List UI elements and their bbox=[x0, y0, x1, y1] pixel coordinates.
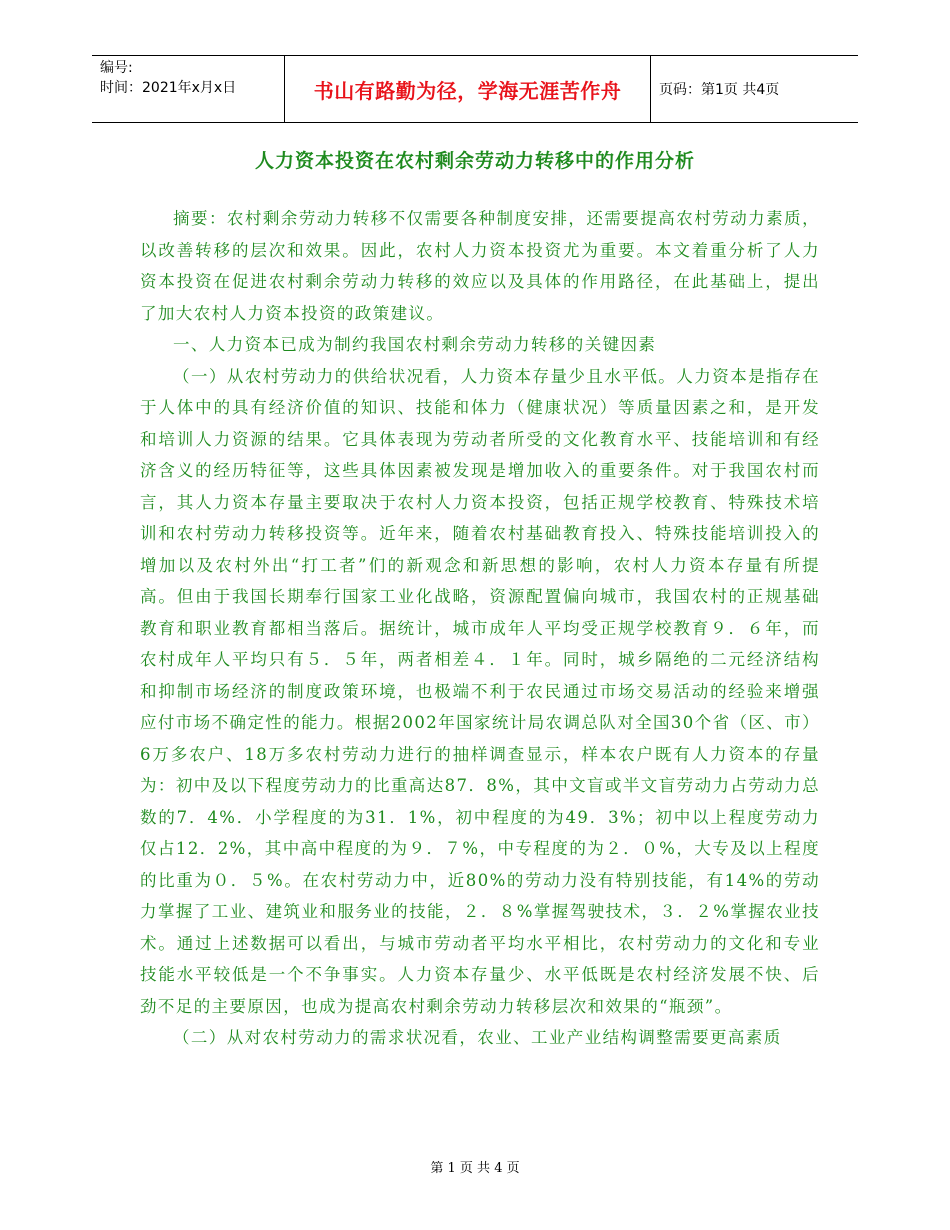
number-label: 编号: bbox=[100, 60, 133, 76]
page-info: 页码：第1页 共4页 bbox=[659, 82, 780, 98]
header-meta bbox=[92, 56, 285, 122]
body-paragraph: （二）从对农村劳动力的需求状况看，农业、工业产业结构调整需要更高素质 bbox=[173, 1028, 782, 1047]
header-motto-cell bbox=[285, 56, 651, 122]
header-page-info-cell bbox=[651, 56, 858, 122]
body-paragraph: （一）从农村劳动力的供给状况看，人力资本存量少且水平低。人力资本是指存在于人体中的具有经济价值的知识、技能和体力（健康状况）等质量因素之和，是开发和培训人力资源的结果。它具体表现为劳动者所受的文化教育水平、技能培训和有经济含义的经历特征等，这些具体因素被发现是增加收入的重要条件。对于我国农村而言，其人力资本存量主要取决于农村人力资本投资，包括正规学校教育、特殊技术培训和农村劳动力转移投资等。近年来，随着农村基础教育投入、特殊技能培训投入的增加以及农村外出“打工者”们的新观念和新思想的影响，农村人力资本存量有所提高。但由于我国长期奉行国家工业化战略，资源配置偏向城市，我国农村的正规基础教育和职业教育都相当落后。据统计，城市成年人平均受正规学校教育９．６年，而农村成年人平均只有５．５年，两者相差４．１年。同时，城乡隔绝的二元经济结构和抑制市场经济的制度政策环境，也极端不利于农民通过市场交易活动的经验来增强应付市场不确定性的能力。根据2002年国家统计局农调总队对全国30个省（区、市）6万多农户、18万多农村劳动力进行的抽样调查显示，样本农户既有人力资本的存量为：初中及以下程度劳动力的比重高达87．8%，其中文盲或半文盲劳动力占劳动力总数的7．4%．小学程度的为31．1%，初中程度的为49．3%；初中以上程度劳动力仅占12．2%，其中高中程度的为９．７%，中专程度的为２．０%，大专及以上程度的比重为０．５%。在农村劳动力中，近80%的劳动力没有特别技能，有14%的劳动力掌握了工业、建筑业和服务业的技能，２．８%掌握驾驶技术，３．２%掌握农业技术。通过上述数据可以看出，与城市劳动者平均水平相比，农村劳动力的文化和专业技能水平较低是一个不争事实。人力资本存量少、水平低既是农村经济发展不快、后劲不足的主要原因，也成为提高农村剩余劳动力转移层次和效果的“瓶颈”。 bbox=[140, 366, 820, 1016]
page-footer: 第 1 页 共 4 页 bbox=[430, 1161, 520, 1176]
motto-text: 书山有路勤为径，学海无涯苦作舟 bbox=[313, 78, 622, 103]
document-body bbox=[140, 203, 820, 1054]
document-title: 人力资本投资在农村剩余劳动力转移中的作用分析 bbox=[254, 150, 695, 172]
section-heading: 一、人力资本已成为制约我国农村剩余劳动力转移的关键因素 bbox=[173, 335, 657, 354]
abstract-paragraph: 摘要：农村剩余劳动力转移不仅需要各种制度安排，还需要提高农村劳动力素质，以改善转移的层次和效果。因此，农村人力资本投资尤为重要。本文着重分析了人力资本投资在促进农村剩余劳动力转移的效应以及具体的作用路径，在此基础上，提出了加大农村人力资本投资的政策建议。 bbox=[140, 209, 820, 323]
header-table bbox=[92, 55, 858, 123]
time-label: 时间：2021年x月x日 bbox=[100, 80, 237, 96]
